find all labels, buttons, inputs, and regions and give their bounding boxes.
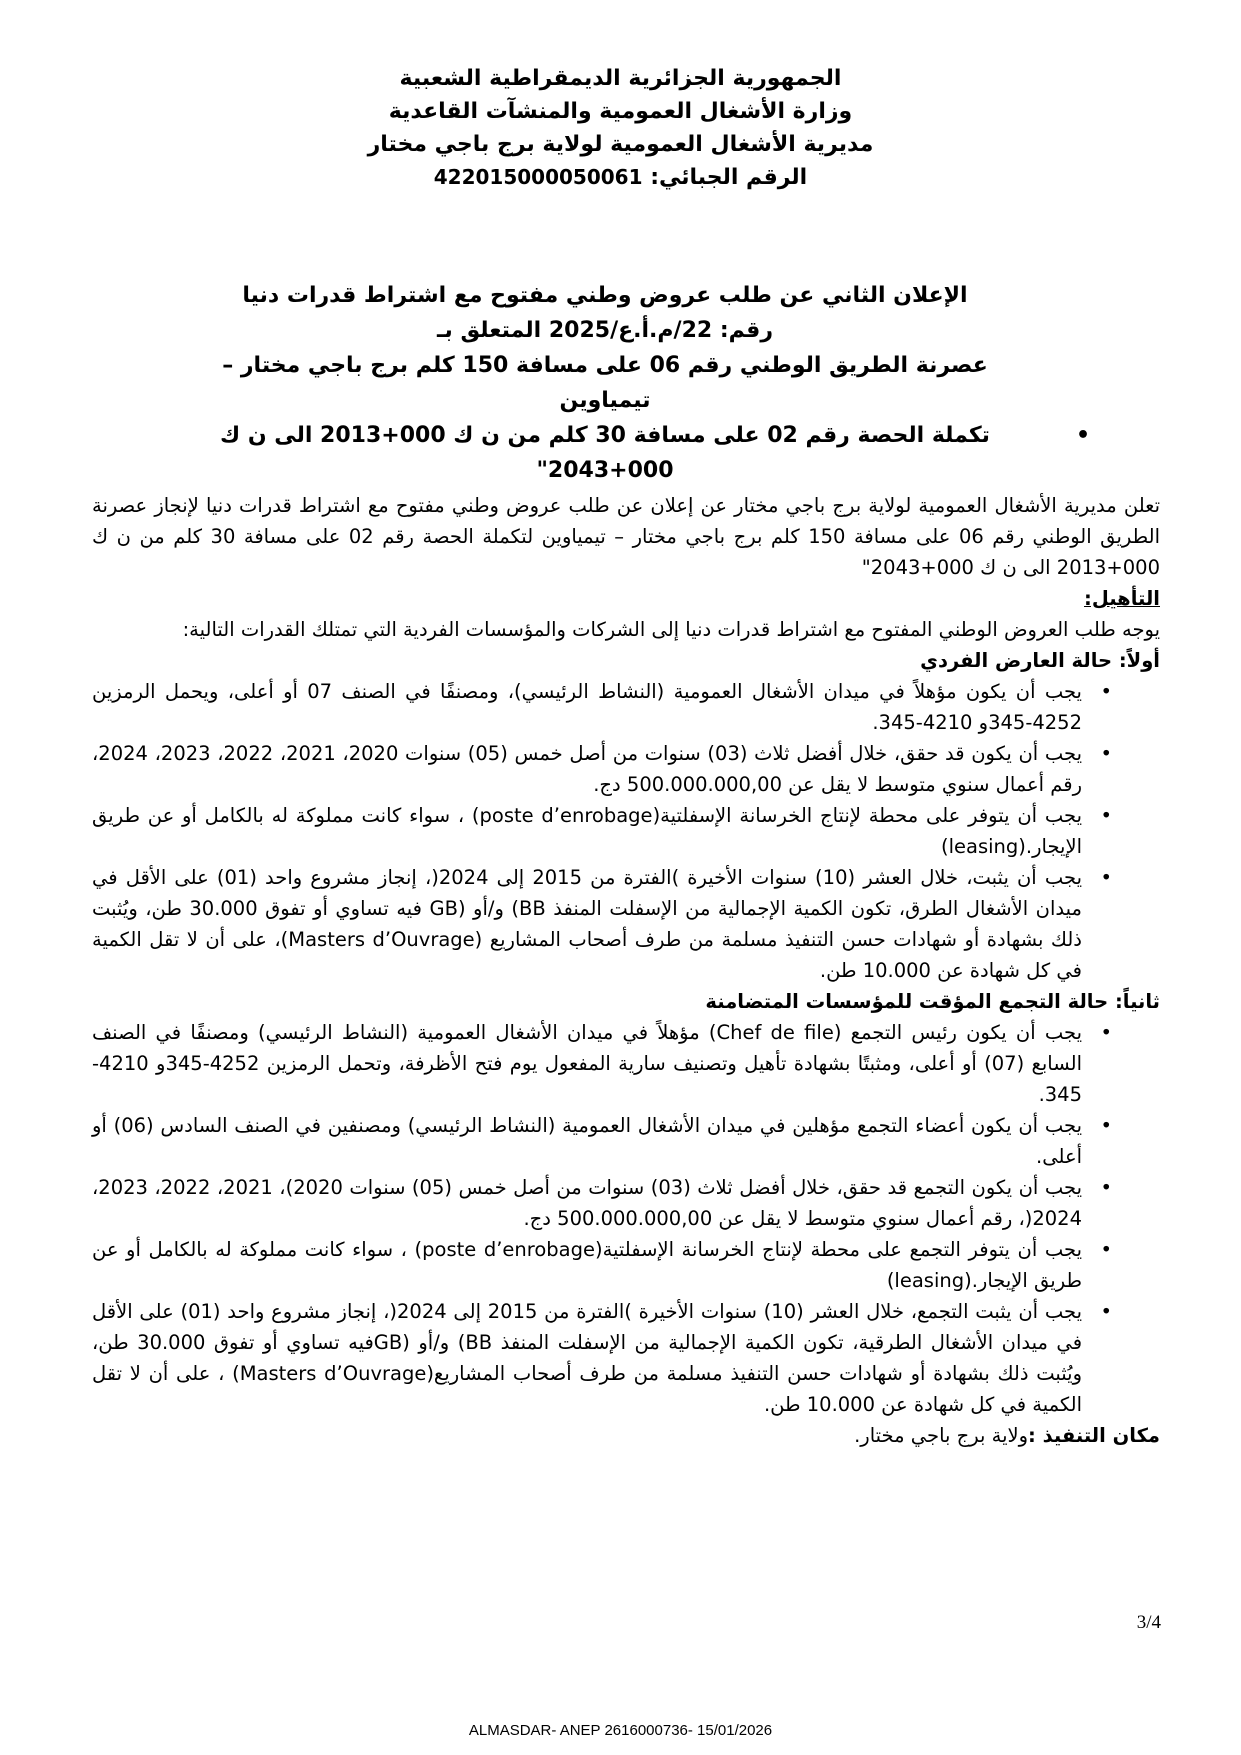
header-line: وزارة الأشغال العمومية والمنشآت القاعدية xyxy=(388,99,853,124)
section-1-list xyxy=(92,676,1160,986)
execution-place xyxy=(92,1420,1160,1451)
list-item: • يجب أن يثبت التجمع، خلال العشر (10) سنوات الأخيرة )الفترة من 2015 إلى 2024(، إنجاز مشروع واحد (01) على الأقل في ميدان الأشغال الطرقية، تكون الكمية الإجمالية من الإسفلت المنفذ BB) و/أو (GBفيه تساوي أو تفوق 30.000 طن، ويُثبت ذلك بشهادة أو شهادات حسن التنفيذ مسلمة من طرف أصحاب المشاريع(Masters d’Ouvrage) ، على أن لا تقل الكمية في كل شهادة عن 10.000 طن. xyxy=(92,1296,1082,1420)
list-item: • يجب أن يتوفر على محطة لإنتاج الخرسانة الإسفلتية(poste d’enrobage) ، سواء كانت مملوكة له بالكامل أو عن طريق الإيجار.(leasing) xyxy=(92,800,1082,862)
title-bullet: • تكملة الحصة رقم 02 على مسافة 30 كلم من ن ك 000+2013 الى ن ك 000+2043" xyxy=(180,418,1030,488)
list-item: • يجب أن يكون التجمع قد حقق، خلال أفضل ثلاث (03) سنوات من أصل خمس (05) سنوات 2020)، 2021، 2022، 2023، 2024(، رقم أعمال سنوي متوسط لا يقل عن 500.000.000,00 دج. xyxy=(92,1172,1082,1234)
qualification-text: يوجه طلب العروض الوطني المفتوح مع اشتراط قدرات دنيا إلى الشركات والمؤسسات الفردية التي تمتلك القدرات التالية: xyxy=(182,618,1160,641)
list-item: • يجب أن يكون مؤهلاً في ميدان الأشغال العمومية (النشاط الرئيسي)، ومصنفًا في الصنف 07 أو أعلى، ويحمل الرمزين 4252-345و 4210-345. xyxy=(92,676,1082,738)
qualification-heading: التأهيل: xyxy=(1084,587,1160,610)
list-item: • يجب أن يتوفر التجمع على محطة لإنتاج الخرسانة الإسفلتية(poste d’enrobage) ، سواء كانت مملوكة له بالكامل أو عن طريق الإيجار.(leasing) xyxy=(92,1234,1082,1296)
section-2-list xyxy=(92,1017,1160,1420)
list-item: • يجب أن يكون رئيس التجمع (Chef de file) مؤهلاً في ميدان الأشغال العمومية (النشاط الرئيسي) ومصنفًا في الصنف السابع (07) أو أعلى، ومثبتًا بشهادة تأهيل وتصنيف سارية المفعول يوم فتح الأظرفة، وتحمل الرمزين 4252-345و 4210-345. xyxy=(92,1017,1082,1110)
announcement-body xyxy=(92,490,1160,1451)
letterhead xyxy=(0,62,1241,194)
tax-label: الرقم الجبائي: xyxy=(650,165,808,190)
place-value: ولاية برج باجي مختار. xyxy=(854,1424,1029,1447)
intro-paragraph: تعلن مديرية الأشغال العمومية لولاية برج باجي مختار عن إعلان عن طلب عروض وطني مفتوح مع اشتراط قدرات دنيا لإنجاز عصرنة الطريق الوطني رقم 06 على مسافة 150 كلم برج باجي مختار – تيمياوين لتكملة الحصة رقم 02 على مسافة 30 كلم من ن ك 000+2013 الى ن ك 000+2043" xyxy=(92,494,1160,579)
header-line: الجمهورية الجزائرية الديمقراطية الشعبية xyxy=(399,66,842,91)
footer-reference: ALMASDAR- ANEP 2616000736- 15/01/2026 xyxy=(468,1722,773,1739)
title-line: الإعلان الثاني عن طلب عروض وطني مفتوح مع اشتراط قدرات دنيا xyxy=(242,283,968,308)
title-line: عصرنة الطريق الوطني رقم 06 على مسافة 150 كلم برج باجي مختار – تيمياوين xyxy=(222,353,988,413)
list-item: • يجب أن يثبت، خلال العشر (10) سنوات الأخيرة )الفترة من 2015 إلى 2024(، إنجاز مشروع واحد (01) على الأقل في ميدان الأشغال الطرق، تكون الكمية الإجمالية من الإسفلت المنفذ BB) و/أو (GB فيه تساوي أو تفوق 30.000 طن، ويُثبت ذلك بشهادة أو شهادات حسن التنفيذ مسلمة من طرف أصحاب المشاريع (Masters d’Ouvrage)، على أن لا تقل الكمية في كل شهادة عن 10.000 طن. xyxy=(92,862,1082,986)
page-number: 3/4 xyxy=(1136,1612,1161,1633)
tax-number: 422015000050061 xyxy=(433,165,643,189)
list-item: • يجب أن يكون قد حقق، خلال أفضل ثلاث (03) سنوات من أصل خمس (05) سنوات 2020، 2021، 2022، 2023، 2024، رقم أعمال سنوي متوسط لا يقل عن 500.000.000,00 دج. xyxy=(92,738,1082,800)
list-item: • يجب أن يكون أعضاء التجمع مؤهلين في ميدان الأشغال العمومية (النشاط الرئيسي) ومصنفين في الصنف السادس (06) أو أعلى. xyxy=(92,1110,1082,1172)
title-line: رقم: 22/م.أ.ع/2025 المتعلق بـ xyxy=(437,318,773,343)
place-label: مكان التنفيذ : xyxy=(1028,1424,1160,1447)
announcement-title xyxy=(180,278,1030,488)
section-1-heading: أولاً: حالة العارض الفردي xyxy=(920,649,1160,672)
header-line: مديرية الأشغال العمومية لولاية برج باجي مختار xyxy=(367,132,874,157)
tax-id xyxy=(0,161,1241,194)
section-2-heading: ثانياً: حالة التجمع المؤقت للمؤسسات المتضامنة xyxy=(705,990,1160,1013)
